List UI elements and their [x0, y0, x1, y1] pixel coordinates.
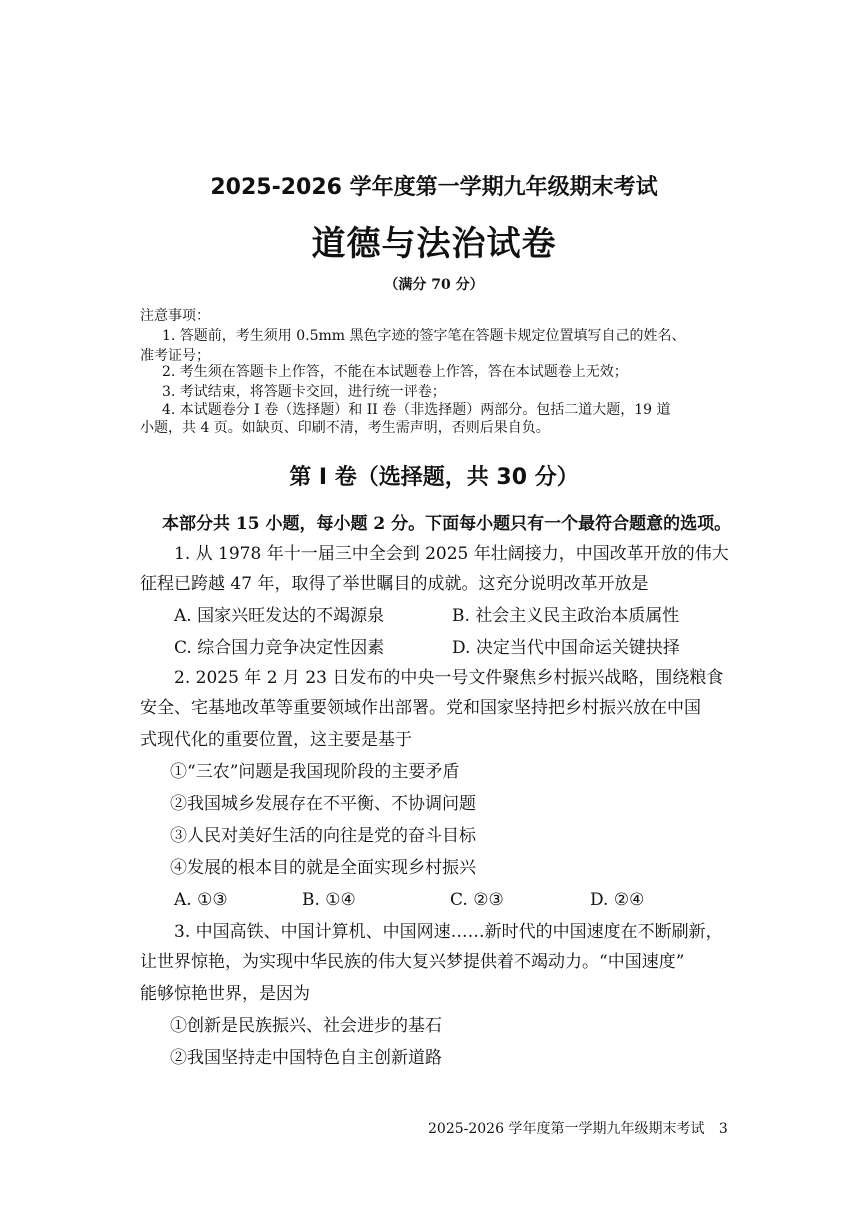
option-b: B. ①④	[302, 890, 356, 910]
statement-item: ②我国坚持走中国特色自主创新道路	[170, 1048, 442, 1068]
question-line: 让世界惊艳，为实现中华民族的伟大复兴梦提供着不竭动力。“中国速度”	[140, 952, 685, 972]
note-line: 小题，共 4 页。如缺页、印刷不清，考生需声明，否则后果自负。	[140, 420, 550, 436]
section-title: 第 I 卷（选择题，共 30 分）	[289, 465, 579, 490]
option-b: B. 社会主义民主政治本质属性	[452, 606, 680, 626]
statement-item: ②我国城乡发展存在不平衡、不协调问题	[170, 794, 476, 814]
option-d: D. ②④	[590, 890, 645, 910]
statement-item: ①“三农”问题是我国现阶段的主要矛盾	[170, 762, 460, 782]
note-line: 2. 考生须在答题卡上作答，不能在本试题卷上作答，答在本试题卷上无效；	[162, 364, 628, 380]
page-number: 3	[718, 1121, 728, 1137]
note-line: 准考证号；	[140, 348, 210, 364]
option-c: C. ②③	[450, 890, 504, 910]
question-line: 安全、宅基地改革等重要领域作出部署。党和国家坚持把乡村振兴放在中国	[140, 698, 701, 718]
question-line: 2. 2025 年 2 月 23 日发布的中央一号文件聚焦乡村振兴战略，围绕粮食	[174, 668, 724, 688]
option-a: A. 国家兴旺发达的不竭源泉	[174, 606, 385, 626]
note-line: 1. 答题前，考生须用 0.5mm 黑色字迹的签字笔在答题卡规定位置填写自己的姓名、	[162, 328, 686, 344]
note-line: 3. 考试结束，将答题卡交回，进行统一评卷；	[162, 384, 446, 400]
page-footer	[428, 1118, 728, 1138]
footer-text: 2025-2026 学年度第一学期九年级期末考试	[428, 1121, 705, 1137]
statement-item: ③人民对美好生活的向往是党的奋斗目标	[170, 826, 476, 846]
question-line: 征程已跨越 47 年，取得了举世瞩目的成就。这充分说明改革开放是	[140, 574, 649, 594]
statement-item: ④发展的根本目的就是全面实现乡村振兴	[170, 858, 476, 878]
note-line: 4. 本试题卷分 I 卷（选择题）和 II 卷（非选择题）两部分。包括二道大题，19 道	[162, 402, 671, 418]
full-score: （满分 70 分）	[384, 277, 484, 293]
notes-heading: 注意事项：	[140, 308, 210, 324]
question-line: 1. 从 1978 年十一届三中全会到 2025 年壮阔接力，中国改革开放的伟大	[174, 544, 729, 564]
question-line: 式现代化的重要位置，这主要是基于	[140, 730, 412, 750]
section-instruction: 本部分共 15 小题，每小题 2 分。下面每小题只有一个最符合题意的选项。	[162, 514, 732, 534]
option-c: C. 综合国力竞争决定性因素	[174, 638, 385, 658]
statement-item: ①创新是民族振兴、社会进步的基石	[170, 1016, 442, 1036]
option-a: A. ①③	[174, 890, 228, 910]
subject-title: 道德与法治试卷	[311, 224, 557, 264]
option-d: D. 决定当代中国命运关键抉择	[452, 638, 680, 658]
exam-title: 2025-2026 学年度第一学期九年级期末考试	[210, 175, 658, 200]
question-line: 3. 中国高铁、中国计算机、中国网速……新时代的中国速度在不断刷新，	[174, 922, 723, 942]
question-line: 能够惊艳世界，是因为	[140, 984, 310, 1004]
